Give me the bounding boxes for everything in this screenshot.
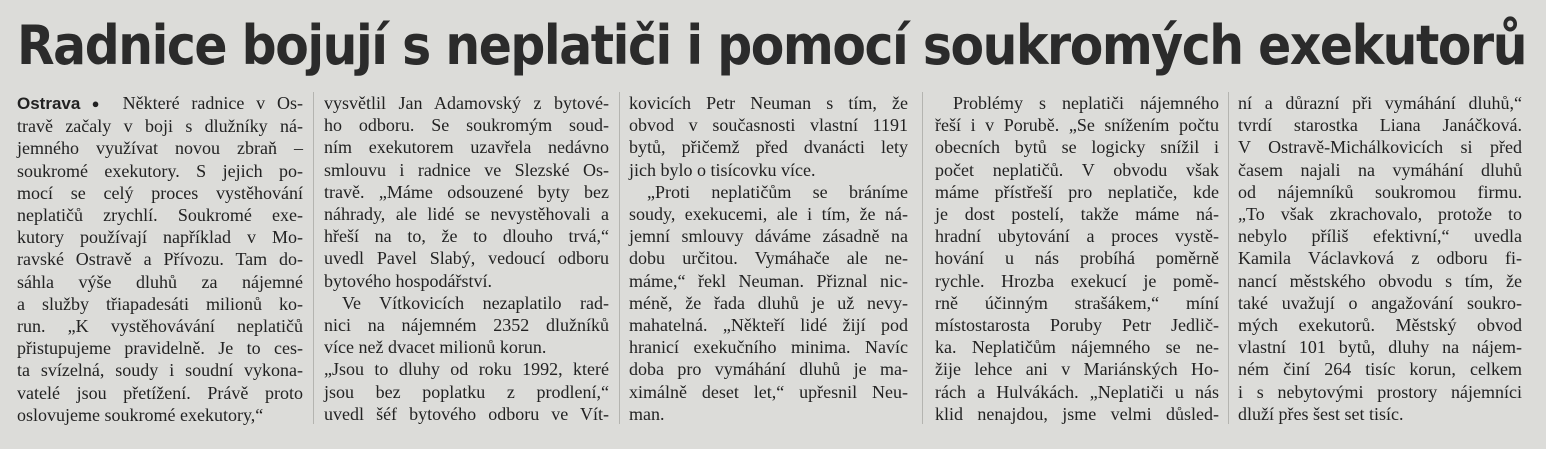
text-line: jemného využívat novou zbraň –	[17, 138, 303, 159]
text-line: man.	[629, 403, 665, 424]
article-column-4	[935, 92, 1219, 425]
text-line: Ve Vítkovicích nezaplatilo rad-	[342, 292, 609, 313]
text-line: ním exekutorem uzavřela nedávno	[324, 137, 609, 158]
text-line: uvedl šéf bytového odboru ve Vít-	[324, 403, 609, 424]
text-line: ravské Ostravě a Přívozu. Tam do-	[17, 249, 303, 270]
text-line: kovicích Petr Neuman s tím, že	[629, 93, 908, 113]
text-line: run. „K vystěhovávání neplatičů	[17, 316, 303, 337]
text-line: rně účinným strašákem,“ míní	[935, 292, 1219, 313]
text-line: „To však zkrachovalo, protože to	[1238, 204, 1522, 225]
text-line: ném činí 264 tisíc korun, celkem	[1238, 359, 1522, 380]
text-line: soukromé exekutory. S jejich po-	[17, 160, 303, 181]
text-line: oslovujeme soukromé exekutory,“	[17, 404, 264, 425]
text-line: jich bylo o tisícovku více.	[629, 159, 816, 180]
column-divider	[313, 92, 314, 424]
text-line: hranicí exekučního minima. Navíc	[629, 337, 908, 358]
text-line: klid nenajdou, jsme velmi důsled-	[935, 403, 1219, 424]
text-line: žije lehce ani v Mariánských Ho-	[935, 359, 1219, 380]
text-line: sáhla výše dluhů za nájemné	[17, 271, 303, 292]
text-line: travě začaly v boji s dlužníky ná-	[17, 116, 303, 137]
text-line: vlastní 101 bytů, dluhy na nájem-	[1238, 337, 1522, 358]
text-line: rychle. Hrozba exekucí je pomě-	[935, 270, 1219, 291]
text-line: „Proti neplatičům se bráníme	[647, 181, 908, 202]
text-line: mých exekutorů. Městský obvod	[1238, 315, 1522, 336]
text-line: řeší i v Porubě. „Se snížením počtu	[935, 115, 1219, 136]
text-line: „Jsou to dluhy od roku 1992, které	[324, 359, 609, 380]
article-column-5	[1238, 92, 1522, 425]
text-line: dobu určitou. Vymáhače ale ne-	[629, 248, 908, 269]
text-line: doba pro vymáhání dluhů je ma-	[629, 359, 908, 380]
text-line: jemní smlouvy dáváme zásadně na	[629, 226, 908, 247]
text-line: jsou bez poplatku z prodlení,“	[324, 381, 609, 402]
text-line: nancí městského obvodu s tím, že	[1238, 270, 1522, 291]
text-line: nici na nájemném 2352 dlužníků	[324, 315, 609, 336]
text-line: Problémy s neplatiči nájemného	[953, 93, 1219, 113]
text-line: kutory používají například v Mo-	[17, 227, 303, 248]
text-line: bytového hospodářství.	[324, 270, 492, 291]
text-line: Ostrava ● Některé radnice v Os-	[17, 93, 303, 113]
article-column-3	[629, 92, 908, 425]
text-line: také uvažují o angažování soukro-	[1238, 292, 1522, 313]
text-line: obecních bytů se logicky snížil i	[935, 137, 1219, 158]
text-line: hování u nás probíhá poměrně	[935, 248, 1219, 269]
text-line: máme,“ řekl Neuman. Přiznal nic-	[629, 270, 908, 291]
article-headline: Radnice bojují s neplatiči i pomocí soukromých exekutorů	[17, 14, 1527, 77]
text-line: a služby třiapadesáti milionů ko-	[17, 293, 303, 314]
text-line: neplatičů zrychlí. Soukromé exe-	[17, 205, 303, 226]
text-line: hřeší na to, že to dlouho trvá,“	[324, 226, 609, 247]
text-line: V Ostravě-Michálkovicích si před	[1238, 137, 1522, 158]
text-line: počet neplatičů. V obvodu však	[935, 159, 1219, 180]
text-line: rách a Hulvákách. „Neplatiči u nás	[935, 381, 1219, 402]
text-line: nebylo příliš efektivní,“ uvedla	[1238, 226, 1522, 247]
text-line: ní a důrazní při vymáhání dluhů,“	[1238, 93, 1522, 113]
dateline: Ostrava	[17, 94, 81, 113]
text-line: místostarosta Poruby Petr Jedlič-	[935, 315, 1219, 336]
text-line: bytů, přičemž před dvanácti lety	[629, 137, 908, 158]
text-line: travě. „Máme odsouzené byty bez	[324, 181, 609, 202]
article-column-2	[324, 92, 609, 425]
text-line: přistupujeme pravidelně. Je to ces-	[17, 338, 303, 359]
text-line: je dost postelí, takže máme ná-	[935, 204, 1219, 225]
text-line: hradní ubytování a proces vystě-	[935, 226, 1219, 247]
text-line: od nájemníků soukromou firmu.	[1238, 181, 1522, 202]
text-line: máme přístřeší pro neplatiče, kde	[935, 181, 1219, 202]
text-line: soudy, exekucemi, ale i tím, že ná-	[629, 204, 908, 225]
text-line: mahatelná. „Někteří lidé žijí pod	[629, 315, 908, 336]
text-line: méně, že řada dluhů je už nevy-	[629, 292, 908, 313]
text-line: ta svízelná, soudy i soudní vykona-	[17, 360, 303, 381]
text-line: ka. Neplatičům nájemného se ne-	[935, 337, 1219, 358]
text-line: tvrdí starostka Liana Janáčková.	[1238, 115, 1522, 136]
text-line: i s nebytovými prostory nájemníci	[1238, 381, 1522, 402]
article-column-1	[17, 92, 303, 426]
text-line: obvod v současnosti vlastní 1191	[629, 115, 908, 136]
text-line: náhrady, ale lidé se nevystěhovali a	[324, 204, 609, 225]
column-divider	[922, 92, 923, 424]
text-line: mocí se celý proces vystěhování	[17, 182, 303, 203]
column-divider	[619, 92, 620, 424]
bullet-icon: ●	[84, 96, 107, 111]
text-line: smlouvu i radnice ve Slezské Os-	[324, 159, 609, 180]
text-line: více než dvacet milionů korun.	[324, 337, 547, 358]
text-line: ho odboru. Se soukromým soud-	[324, 115, 609, 136]
text-line: ximálně deset let,“ upřesnil Neu-	[629, 381, 908, 402]
text-line: vatelé jsou přetížení. Právě proto	[17, 382, 303, 403]
text-line: Kamila Václavková z odboru fi-	[1238, 248, 1522, 269]
text-line: dluží přes šest set tisíc.	[1238, 403, 1404, 424]
column-divider	[1228, 92, 1229, 424]
text-line: vysvětlil Jan Adamovský z bytové-	[324, 93, 609, 113]
text-line: časem najali na vymáhání dluhů	[1238, 159, 1522, 180]
text-line: uvedl Pavel Slabý, vedoucí odboru	[324, 248, 609, 269]
